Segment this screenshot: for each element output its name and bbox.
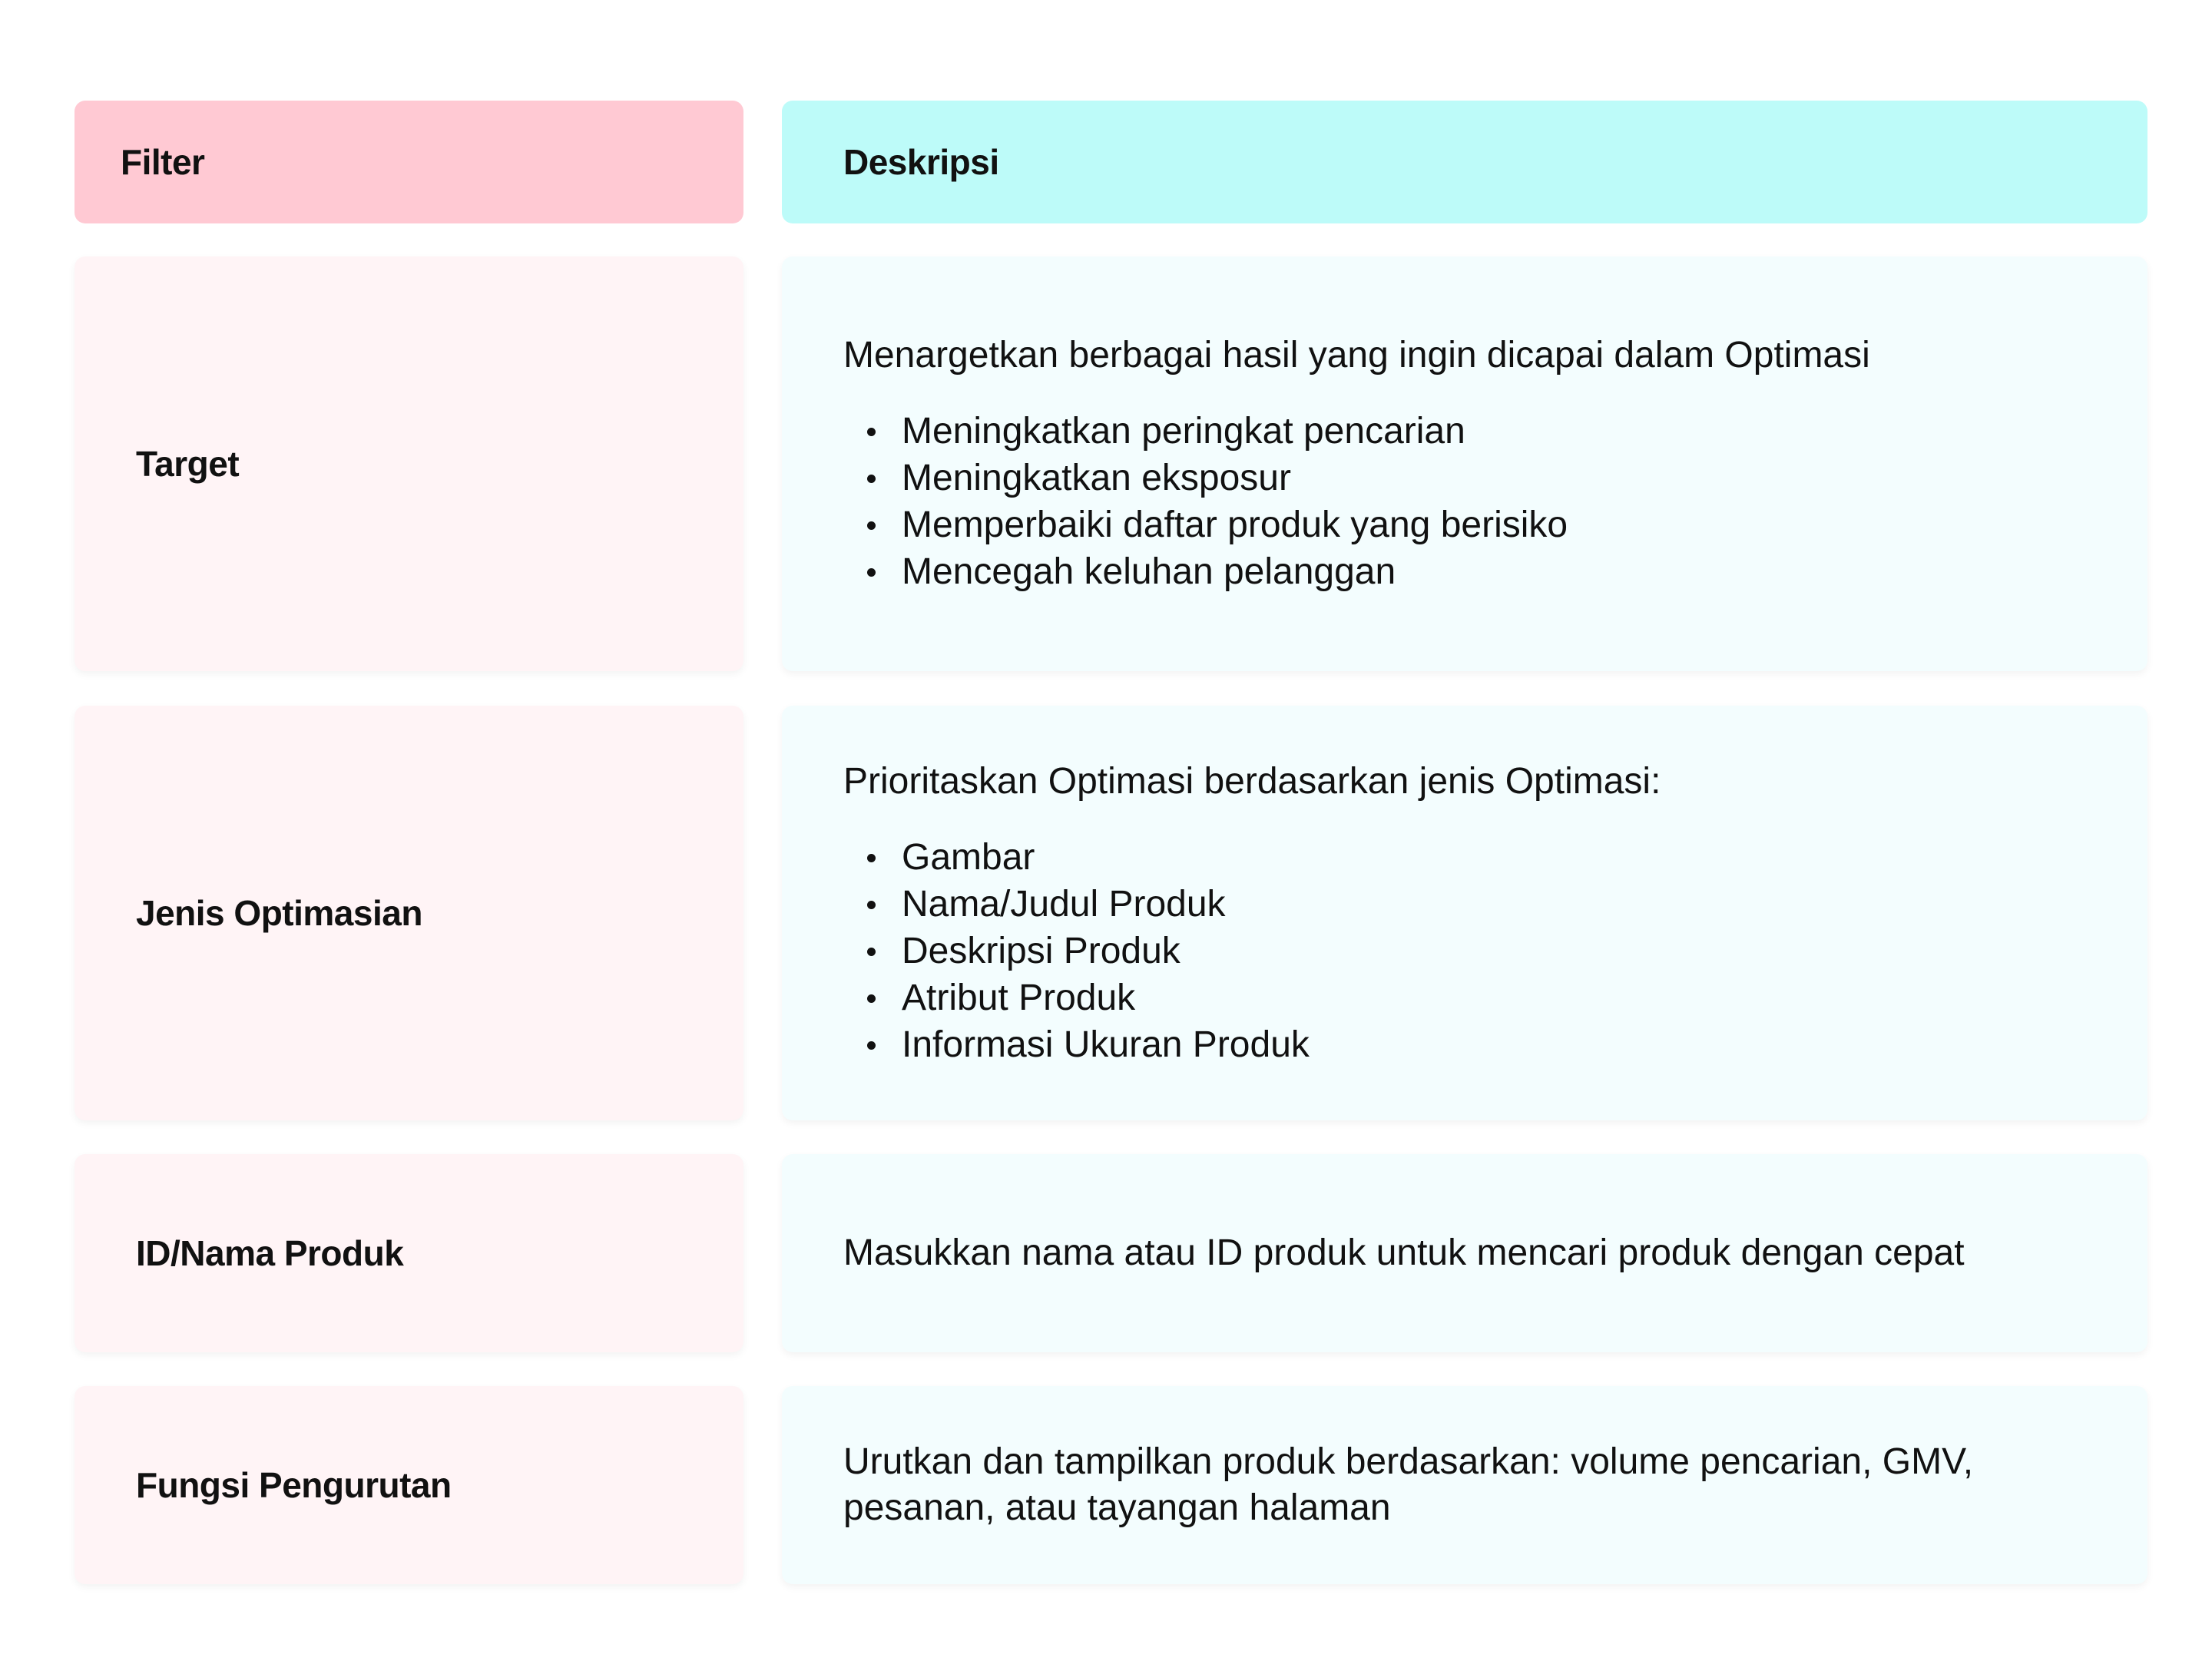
description-content	[843, 332, 2086, 595]
description-intro: Prioritaskan Optimasi berdasarkan jenis Optimasi:	[843, 760, 1661, 802]
table-row-description-cell	[782, 1154, 2147, 1352]
list-item: Meningkatkan eksposur	[843, 455, 2086, 501]
list-item: Atribut Produk	[843, 974, 2086, 1021]
table-row-filter-cell	[75, 706, 743, 1120]
list-item: Meningkatkan peringkat pencarian	[843, 408, 2086, 455]
description-content	[843, 759, 2086, 1068]
description-bullet-list	[843, 834, 2086, 1068]
filter-column-header	[75, 101, 743, 223]
filter-name: ID/Nama Produk	[136, 1233, 404, 1273]
table-row-filter-cell	[75, 1386, 743, 1584]
list-item: Nama/Judul Produk	[843, 881, 2086, 928]
description-intro: Urutkan dan tampilkan produk berdasarkan: volume pencarian, GMV, pesanan, atau tayangan halaman	[843, 1441, 1974, 1528]
list-item: Gambar	[843, 834, 2086, 881]
list-item: Memperbaiki daftar produk yang berisiko	[843, 501, 2086, 548]
list-item: Informasi Ukuran Produk	[843, 1021, 2086, 1068]
table-row-filter-cell	[75, 256, 743, 671]
description-intro: Menargetkan berbagai hasil yang ingin dicapai dalam Optimasi	[843, 335, 1870, 375]
table-row-description-cell	[782, 256, 2147, 671]
filter-name: Jenis Optimasian	[136, 893, 422, 933]
description-intro: Masukkan nama atau ID produk untuk mencari produk dengan cepat	[843, 1232, 1965, 1273]
description-content	[843, 1230, 2086, 1276]
table-row-description-cell	[782, 706, 2147, 1120]
description-content	[843, 1439, 2086, 1531]
table-row-description-cell	[782, 1386, 2147, 1584]
filter-name: Target	[136, 444, 240, 484]
description-bullet-list	[843, 408, 2086, 595]
filter-name: Fungsi Pengurutan	[136, 1465, 452, 1505]
list-item: Mencegah keluhan pelanggan	[843, 548, 2086, 595]
list-item: Deskripsi Produk	[843, 928, 2086, 974]
description-header-label: Deskripsi	[843, 142, 999, 182]
filter-header-label: Filter	[121, 142, 205, 182]
table-row-filter-cell	[75, 1154, 743, 1352]
description-column-header	[782, 101, 2147, 223]
